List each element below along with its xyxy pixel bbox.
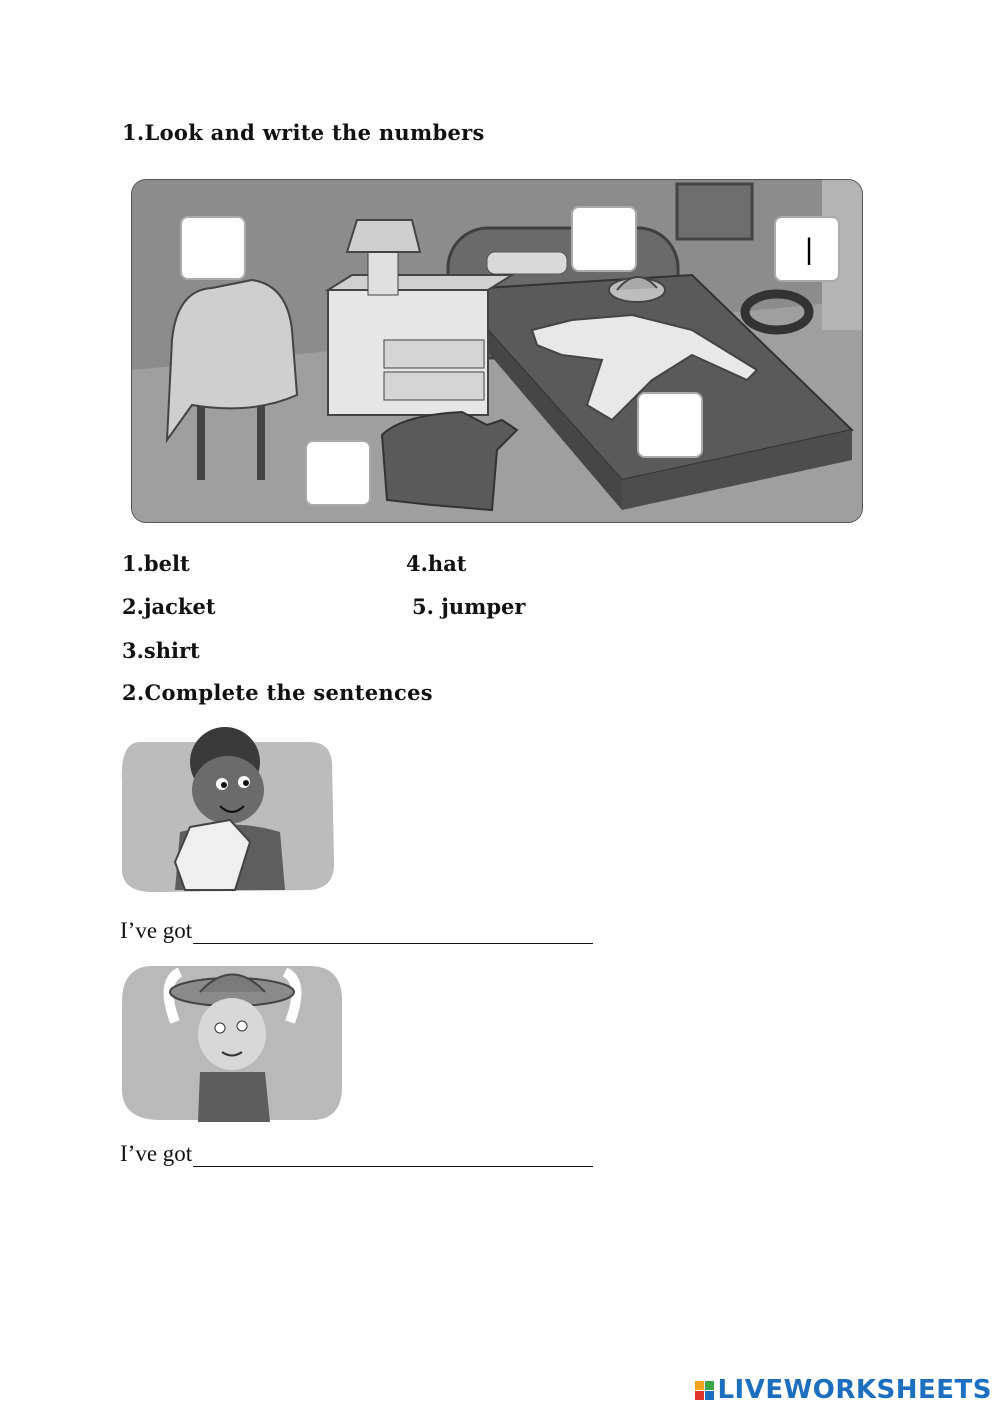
answer-box-shirt[interactable]	[637, 392, 703, 458]
word-jumper: 5. jumper	[412, 594, 526, 619]
girl-hat-illustration	[120, 962, 345, 1122]
sentence-2-blank[interactable]	[193, 1142, 593, 1167]
boy-shirt-drawing	[120, 722, 340, 894]
girl-face	[198, 998, 266, 1070]
sentence-2-prefix: I’ve got	[120, 1141, 193, 1166]
wall-picture	[677, 184, 752, 239]
exercise-1-heading: 1.Look and write the numbers	[122, 120, 485, 145]
word-jacket: 2.jacket	[122, 594, 216, 619]
logo-text: LIVEWORKSHEETS	[717, 1375, 992, 1405]
boy-shirt-illustration	[120, 722, 340, 894]
answer-box-hat[interactable]	[571, 206, 637, 272]
answer-input[interactable]	[639, 394, 705, 458]
sentence-1-prefix: I’ve got	[120, 918, 193, 943]
answer-box-jacket[interactable]	[180, 216, 246, 280]
sentence-2	[120, 1141, 593, 1167]
answer-input[interactable]	[182, 218, 248, 280]
sentence-1-blank[interactable]	[193, 919, 593, 944]
word-hat: 4.hat	[406, 551, 467, 576]
logo-grid-icon	[695, 1381, 714, 1400]
girl-overalls	[198, 1072, 270, 1122]
sentence-1	[120, 918, 593, 944]
girl-hat-drawing	[120, 962, 345, 1122]
pillow	[487, 252, 567, 274]
liveworksheets-logo[interactable]	[695, 1375, 992, 1405]
answer-box-belt[interactable]	[774, 216, 840, 282]
answer-input[interactable]	[307, 442, 373, 506]
boy-face	[192, 756, 264, 824]
exercise-2-heading: 2.Complete the sentences	[122, 680, 433, 705]
word-belt: 1.belt	[122, 551, 190, 576]
answer-box-jumper[interactable]	[305, 440, 371, 506]
answer-input[interactable]	[776, 218, 842, 282]
word-shirt: 3.shirt	[122, 638, 200, 663]
answer-input[interactable]	[573, 208, 639, 272]
